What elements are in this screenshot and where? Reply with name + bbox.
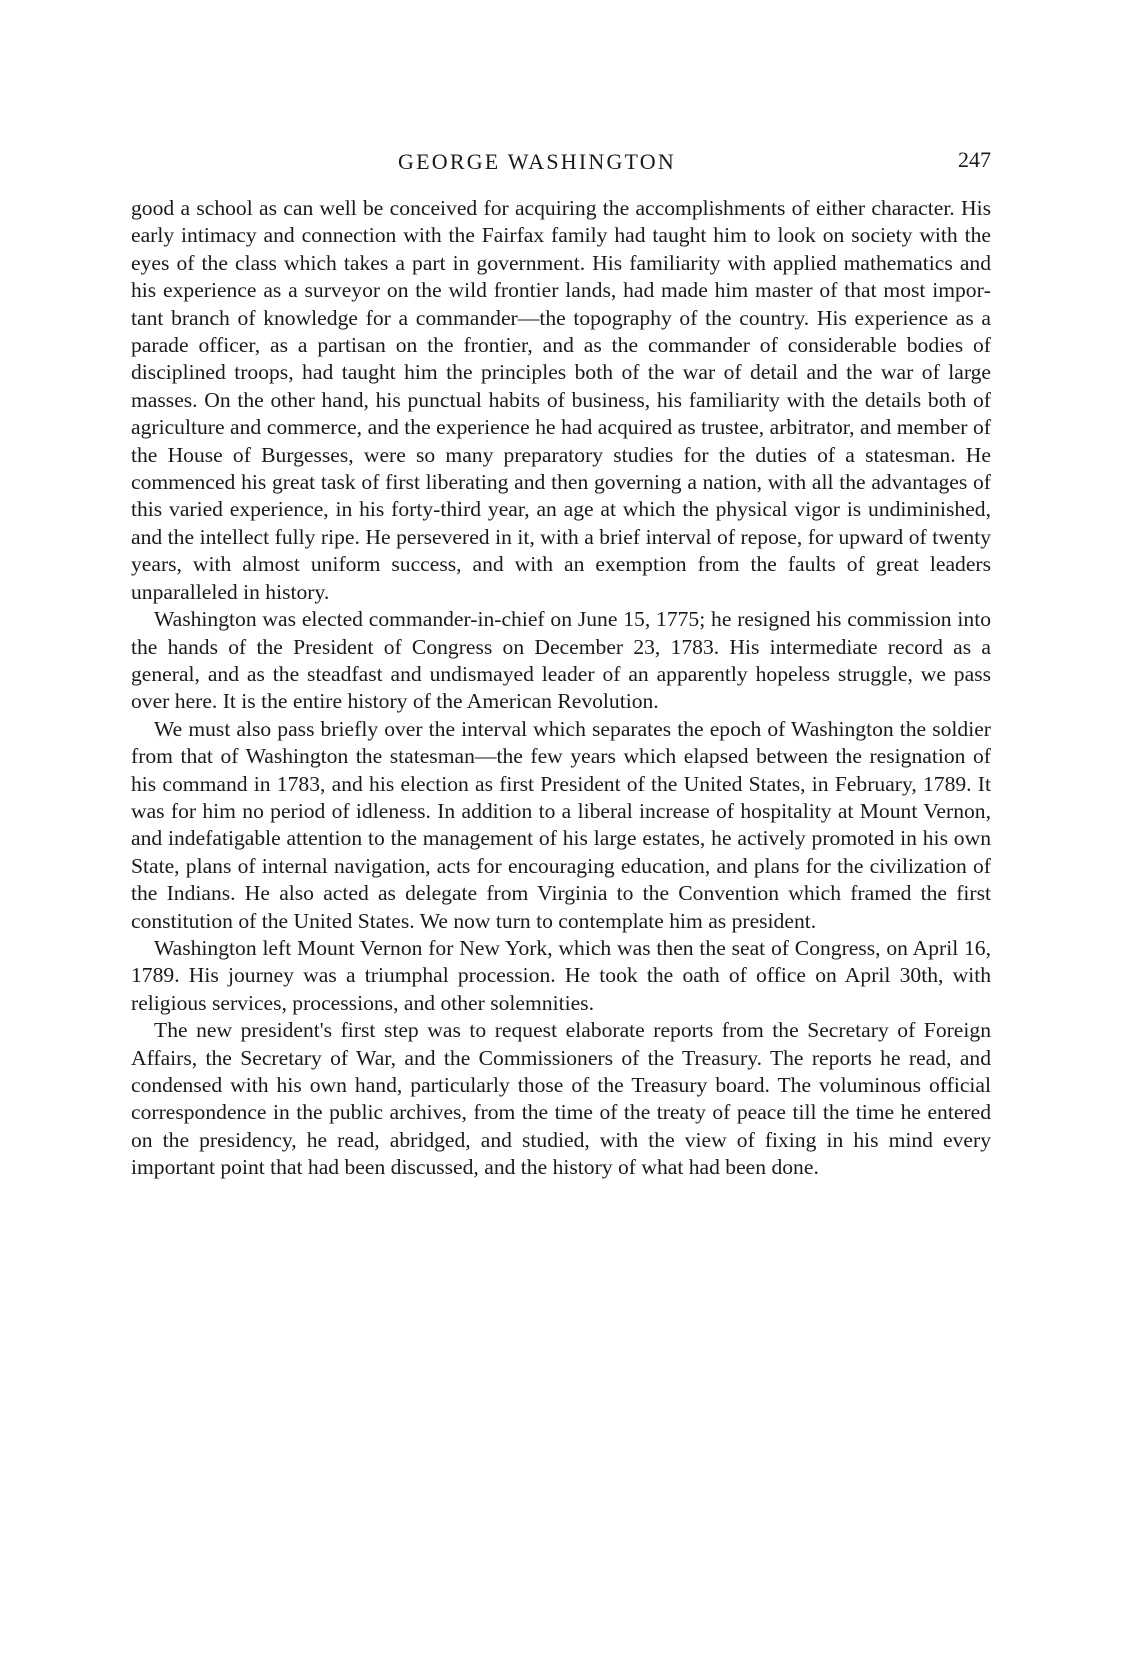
running-title: GEORGE WASHINGTON (398, 149, 676, 174)
paragraph-continued: good a school as can well be conceived for acquiring the accomplishments of either character. His early intimacy and connection with the Fairfax family had taught him to look on society with the eyes of the class which takes a part in government. His familiarity with applied mathematics and his experience as a surveyor on the wild frontier lands, had made him master of that most important branch of knowledge for a commander—the topography of the country. His experience as a parade officer, as a partisan on the frontier, and as the commander of considerable bodies of disciplined troops, had taught him the principles both of the war of detail and the war of large masses. On the other hand, his punctual habits of business, his familiarity with the details both of agriculture and commerce, and the experience he had acquired as trustee, arbitrator, and member of the House of Burgesses, were so many preparatory studies for the duties of a statesman. He commenced his great task of first liberating and then governing a nation, with all the advantages of this varied experience, in his forty-third year, an age at which the physical vigor is undiminished, and the intellect fully ripe. He persevered in it, with a brief interval of repose, for upward of twenty years, with almost uniform success, and with an exemption from the faults of great leaders unparalleled in history. (131, 196, 991, 604)
paragraph: Washington was elected commander-in-chief on June 15, 1775; he resigned his commission into the hands of the President of Congress on December 23, 1783. His intermediate record as a general, and as the steadfast and undismayed leader of an apparently hopeless struggle, we pass over here. It is the entire history of the American Revolution. (131, 607, 991, 714)
page-number: 247 (958, 147, 991, 172)
body-text (131, 195, 991, 1182)
paragraph: We must also pass briefly over the interval which separates the epoch of Washington the soldier from that of Washington the statesman—the few years which elapsed between the resignation of his command in 1783, and his election as first President of the United States, in February, 1789. It was for him no period of idleness. In addition to a liberal increase of hospitality at Mount Vernon, and indefatigable attention to the management of his large estates, he actively promoted in his own State, plans of internal navigation, acts for encouraging education, and plans for the civilization of the Indians. He also acted as delegate from Virginia to the Convention which framed the first constitution of the United States. We now turn to contemplate him as president. (131, 716, 991, 933)
running-head (0, 143, 1137, 183)
paragraph: Washington left Mount Vernon for New York, which was then the seat of Congress, on April 16, 1789. His journey was a triumphal procession. He took the oath of office on April 30th, with religious services, processions, and other solemnities. (131, 935, 991, 1015)
paragraph: The new president's first step was to request elaborate reports from the Secretary of Foreign Affairs, the Secretary of War, and the Commissioners of the Treasury. The reports he read, and condensed with his own hand, particularly those of the Treasury board. The voluminous official correspondence in the public archives, from the time of the treaty of peace till the time he entered on the presidency, he read, abridged, and studied, with the view of fixing in his mind every important point that had been discussed, and the history of what had been done. (131, 1018, 991, 1180)
